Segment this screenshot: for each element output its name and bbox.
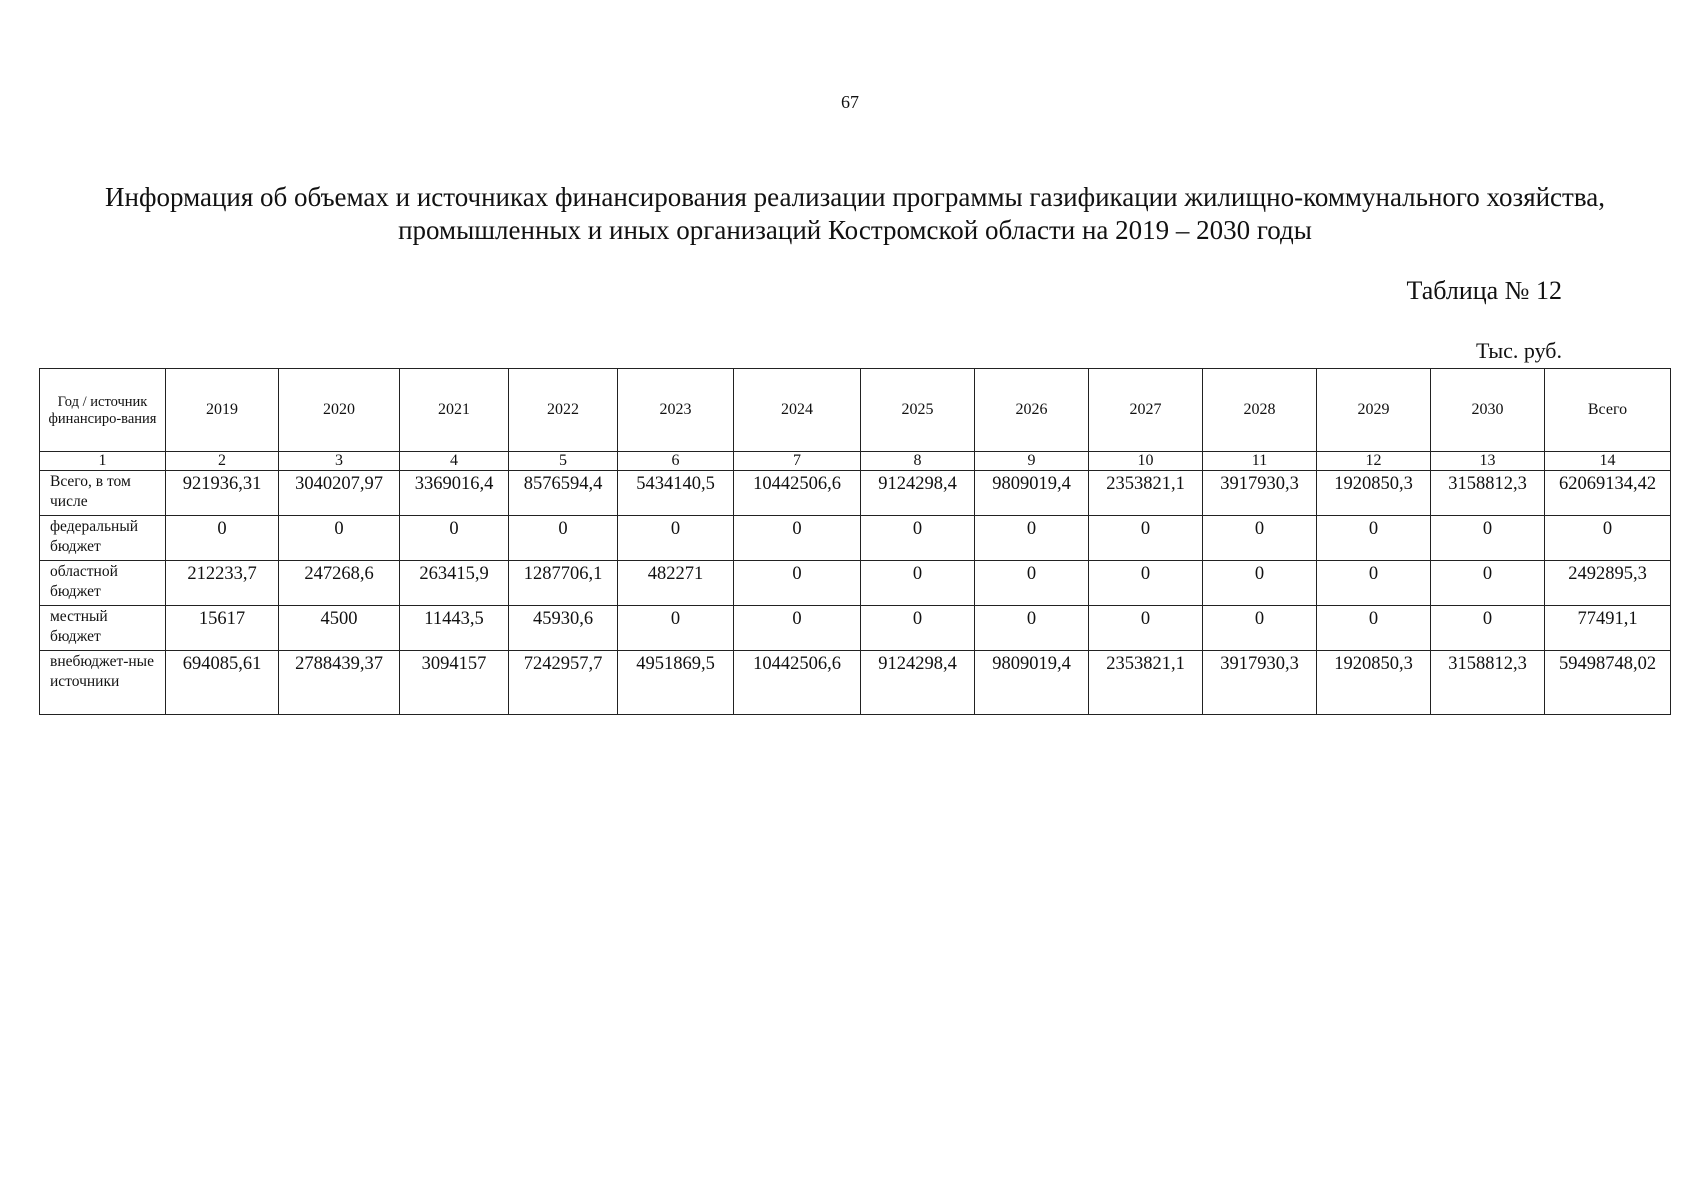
header-cell: 2027 [1089,369,1203,452]
value-cell: 3917930,3 [1203,471,1317,516]
value-cell: 9124298,4 [861,651,975,715]
row-label-cell: внебюджет-ные источники [40,651,166,715]
value-cell: 11443,5 [400,606,509,651]
value-cell: 0 [1089,516,1203,561]
header-cell: 2026 [975,369,1089,452]
value-cell: 59498748,02 [1545,651,1671,715]
value-cell: 0 [166,516,279,561]
value-cell: 3094157 [400,651,509,715]
value-cell: 2353821,1 [1089,471,1203,516]
value-cell: 0 [1203,561,1317,606]
value-cell: 0 [1431,516,1545,561]
value-cell: 0 [618,516,734,561]
column-number-cell: 11 [1203,452,1317,471]
value-cell: 3040207,97 [279,471,400,516]
row-label-cell: местный бюджет [40,606,166,651]
table-number: Таблица № 12 [1406,276,1562,305]
value-cell: 9809019,4 [975,471,1089,516]
financing-table [39,368,1671,715]
value-cell: 694085,61 [166,651,279,715]
column-number-cell: 12 [1317,452,1431,471]
header-cell: 2024 [734,369,861,452]
header-cell: Всего [1545,369,1671,452]
value-cell: 0 [1089,606,1203,651]
value-cell: 0 [400,516,509,561]
header-cell: 2029 [1317,369,1431,452]
value-cell: 9809019,4 [975,651,1089,715]
value-cell: 0 [1317,561,1431,606]
table-header-row [40,369,1671,452]
value-cell: 247268,6 [279,561,400,606]
value-cell: 3917930,3 [1203,651,1317,715]
header-cell-label: Год / источник финансиро-вания [40,369,166,452]
header-cell: 2025 [861,369,975,452]
value-cell: 2788439,37 [279,651,400,715]
value-cell: 5434140,5 [618,471,734,516]
column-number-cell: 2 [166,452,279,471]
value-cell: 0 [734,606,861,651]
value-cell: 0 [975,561,1089,606]
value-cell: 0 [861,606,975,651]
column-number-cell: 8 [861,452,975,471]
column-number-cell: 3 [279,452,400,471]
column-number-cell: 13 [1431,452,1545,471]
header-cell: 2022 [509,369,618,452]
value-cell: 62069134,42 [1545,471,1671,516]
value-cell: 0 [734,516,861,561]
value-cell: 45930,6 [509,606,618,651]
column-number-cell: 14 [1545,452,1671,471]
value-cell: 8576594,4 [509,471,618,516]
value-cell: 0 [1317,606,1431,651]
table-row [40,651,1671,715]
header-cell: 2028 [1203,369,1317,452]
value-cell: 0 [618,606,734,651]
value-cell: 1920850,3 [1317,471,1431,516]
value-cell: 3158812,3 [1431,471,1545,516]
document-title: Информация об объемах и источниках финансирования реализации программы газификации жилищно-коммунального хозяйства, промышленных и иных организаций Костромской области на 2019 – 2030 годы [105,182,1605,245]
value-cell: 212233,7 [166,561,279,606]
table-row [40,471,1671,516]
column-number-cell: 9 [975,452,1089,471]
column-number-cell: 1 [40,452,166,471]
table-row [40,606,1671,651]
value-cell: 921936,31 [166,471,279,516]
column-number-cell: 5 [509,452,618,471]
header-cell: 2020 [279,369,400,452]
column-number-row [40,452,1671,471]
value-cell: 1287706,1 [509,561,618,606]
header-cell: 2021 [400,369,509,452]
table-row [40,516,1671,561]
value-cell: 0 [509,516,618,561]
row-label-cell: федеральный бюджет [40,516,166,561]
value-cell: 9124298,4 [861,471,975,516]
value-cell: 77491,1 [1545,606,1671,651]
unit-note: Тыс. руб. [1475,338,1562,363]
value-cell: 0 [1431,606,1545,651]
value-cell: 263415,9 [400,561,509,606]
header-cell: 2019 [166,369,279,452]
row-label-cell: областной бюджет [40,561,166,606]
column-number-cell: 4 [400,452,509,471]
page-number: 67 [841,92,859,112]
value-cell: 0 [1431,561,1545,606]
table-row [40,561,1671,606]
value-cell: 0 [1545,516,1671,561]
value-cell: 10442506,6 [734,471,861,516]
value-cell: 4500 [279,606,400,651]
value-cell: 0 [1203,516,1317,561]
value-cell: 0 [1203,606,1317,651]
value-cell: 0 [861,561,975,606]
value-cell: 10442506,6 [734,651,861,715]
value-cell: 15617 [166,606,279,651]
value-cell: 3369016,4 [400,471,509,516]
value-cell: 3158812,3 [1431,651,1545,715]
value-cell: 0 [1089,561,1203,606]
value-cell: 482271 [618,561,734,606]
value-cell: 2492895,3 [1545,561,1671,606]
row-label-cell: Всего, в том числе [40,471,166,516]
column-number-cell: 6 [618,452,734,471]
value-cell: 1920850,3 [1317,651,1431,715]
column-number-cell: 7 [734,452,861,471]
value-cell: 0 [1317,516,1431,561]
value-cell: 0 [975,606,1089,651]
value-cell: 7242957,7 [509,651,618,715]
value-cell: 0 [861,516,975,561]
header-cell: 2030 [1431,369,1545,452]
header-cell: 2023 [618,369,734,452]
value-cell: 2353821,1 [1089,651,1203,715]
value-cell: 0 [279,516,400,561]
value-cell: 0 [975,516,1089,561]
value-cell: 0 [734,561,861,606]
value-cell: 4951869,5 [618,651,734,715]
column-number-cell: 10 [1089,452,1203,471]
